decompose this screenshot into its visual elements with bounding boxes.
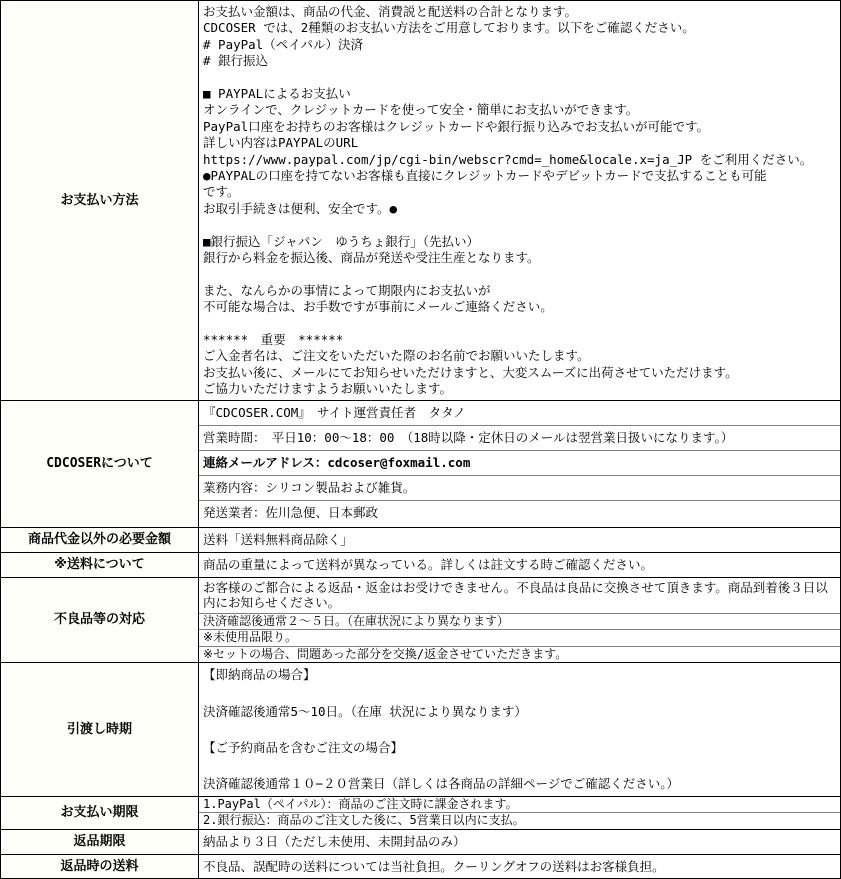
- about-content: [199, 401, 840, 527]
- text-line: [203, 217, 836, 233]
- text-line: [203, 266, 836, 282]
- row-label-shipping-note: ※送料について: [1, 553, 199, 577]
- business-hours-text: 営業時間： 平日10：00〜18：00 （18時以降・定休日のメールは翌営業日扱いになります。）: [199, 426, 840, 451]
- return-shipping-text: 不良品、誤配時の送料については当社負担。クーリングオフの送料はお客様負担。: [203, 858, 665, 874]
- defect-policy-content: [199, 578, 840, 663]
- text-line: https://www.paypal.com/jp/cgi-bin/webscr?cmd=_home&locale.x=ja_JP をご利用ください。: [203, 151, 813, 167]
- row-label-return-period: 返品期限: [1, 830, 199, 854]
- return-period-content: [199, 830, 840, 854]
- text-line: [203, 757, 836, 775]
- text-line: 不可能な場合は、お手数ですが事前にメールご連絡ください。: [203, 299, 553, 315]
- defect-exchange-time-text: 決済確認後通常２〜５日。（在庫状況により異なります）: [199, 614, 840, 631]
- table-row-payment-deadline: [1, 797, 840, 830]
- business-scope-text: 業務内容：シリコン製品および雑貨。: [199, 476, 840, 501]
- text-line: また、なんらかの事情によって期限内にお支払いが: [203, 282, 491, 298]
- table-row-extra-fee: [1, 528, 840, 553]
- defect-unused-only-text: ※未使用品限り。: [199, 630, 840, 647]
- row-label-payment-method: お支払い方法: [1, 1, 199, 400]
- extra-fee-text: 送料「送料無料商品除く」: [203, 531, 354, 547]
- text-line: [203, 721, 836, 739]
- text-line: ご協力いただけますようお願いいたします。: [203, 381, 453, 397]
- payment-method-content: [199, 1, 840, 400]
- table-row-payment-method: [1, 1, 840, 401]
- defect-policy-text: お客様のご都合による返品・返金はお受けできません。不良品は良品に交換させて頂きます。商品到着後３日以内にお知らせください。: [199, 578, 840, 614]
- site-operator-text: 『CDCOSER.COM』 サイト運営責任者 タタノ: [199, 401, 840, 426]
- text-line: ■銀行振込「ジャパン ゆうちょ銀行」（先払い）: [203, 233, 480, 249]
- text-line: 【ご予約商品を含むご注文の場合】: [203, 739, 404, 755]
- text-line: [203, 70, 836, 86]
- text-line: 決済確認後通常5〜10日。（在庫 状況により異なります）: [203, 703, 527, 719]
- text-line: CDCOSER では、2種類のお支払い方法をご用意しております。以下をご確認ください。: [203, 20, 695, 36]
- row-label-about: CDCOSERについて: [1, 401, 199, 527]
- row-label-defect-policy: 不良品等の対応: [1, 578, 199, 663]
- text-line: PayPal口座をお持ちのお客様はクレジットカードや銀行振り込みでお支払いが可能です。: [203, 118, 709, 134]
- text-line: です。: [203, 184, 240, 200]
- table-row-delivery-time: [1, 663, 840, 796]
- row-label-payment-deadline: お支払い期限: [1, 797, 199, 829]
- table-row-return-shipping: [1, 855, 840, 878]
- text-line: ●PAYPALの口座を持てないお客様も直接にクレジットカードやデビットカードで支払することも可能: [203, 168, 767, 184]
- contact-email-text: 連絡メールアドレス：cdcoser@foxmail.com: [199, 451, 840, 476]
- text-line: ■ PAYPALによるお支払い: [203, 86, 351, 102]
- text-line: [203, 316, 836, 332]
- row-label-return-shipping: 返品時の送料: [1, 855, 199, 878]
- shipping-carrier-text: 発送業者：佐川急便、日本郵政: [203, 504, 379, 520]
- text-line: 銀行から料金を振込後、商品が発送や受注生産となります。: [203, 250, 540, 266]
- deadline-paypal-text: 1.PayPal（ペイパル）：商品のご注文時に課金されます。: [199, 797, 840, 814]
- extra-fee-content: [199, 528, 840, 552]
- row-label-extra-fee: 商品代金以外の必要金額: [1, 528, 199, 552]
- text-line: ****** 重要 ******: [203, 332, 344, 348]
- text-line: [203, 684, 836, 702]
- return-shipping-content: [199, 855, 840, 878]
- table-row-shipping-note: [1, 553, 840, 578]
- table-row-defect-policy: [1, 578, 840, 664]
- shipping-note-content: [199, 553, 840, 577]
- text-line: 決済確認後通常１０−２０営業日（詳しくは各商品の詳細ページでご確認ください。）: [203, 776, 680, 792]
- text-line: 詳しい内容はPAYPALのURL: [203, 135, 359, 151]
- text-line: オンラインで、クレジットカードを使って安全・簡単にお支払いができます。: [203, 102, 639, 118]
- text-line: # PayPal（ペイパル）決済: [203, 36, 363, 52]
- table-row-return-period: [1, 830, 840, 855]
- row-label-delivery-time: 引渡し時期: [1, 663, 199, 795]
- deadline-bank-text: 2.銀行振込：商品のご注文した後に、5営業日以内に支払。: [203, 813, 525, 828]
- table-row-about: [1, 401, 840, 528]
- return-period-text: 納品より３日（ただし未使用、未開封品のみ）: [203, 833, 466, 849]
- delivery-time-content: [199, 663, 840, 795]
- text-line: # 銀行振込: [203, 53, 269, 69]
- text-line: 【即納商品の場合】: [203, 667, 316, 683]
- text-line: ご入金者名は、ご注文をいただいた際のお名前でお願いいたします。: [203, 348, 590, 364]
- text-line: お支払い金額は、商品の代金、消費説と配送料の合計となります。: [203, 4, 578, 19]
- text-line: お支払い後に、メールにてお知らせいただけますと、大変スムーズに出荷させていただけます。: [203, 364, 738, 380]
- text-line: お取引手続きは便利、安全です。●: [203, 200, 398, 216]
- payment-deadline-content: [199, 797, 840, 829]
- defect-set-policy-text: ※セットの場合、問題あった部分を交換/返金させていただきます。: [203, 646, 568, 661]
- shipping-note-text: 商品の重量によって送料が異なっている。詳しくは註文する時ご確認ください。: [203, 556, 654, 572]
